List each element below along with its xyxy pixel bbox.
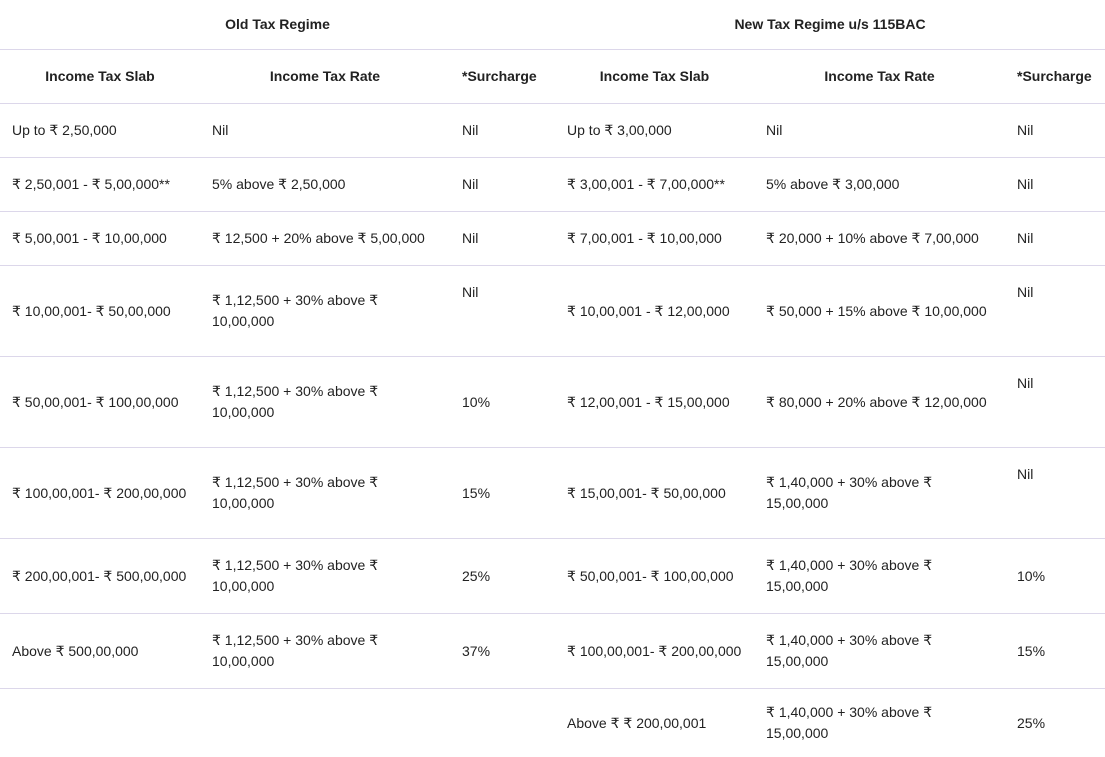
old-slab-cell: ₹ 5,00,001 - ₹ 10,00,000 [0,212,200,266]
new-slab-cell: ₹ 15,00,001- ₹ 50,00,000 [555,448,754,539]
new-slab-header: Income Tax Slab [555,50,754,104]
table-row [0,266,1105,357]
new-slab-cell: ₹ 12,00,001 - ₹ 15,00,000 [555,357,754,448]
new-surcharge-cell: Nil [1005,357,1105,448]
old-slab-cell: ₹ 50,00,001- ₹ 100,00,000 [0,357,200,448]
table-row [0,689,1105,757]
old-surcharge-header: *Surcharge [450,50,555,104]
old-rate-cell: ₹ 1,12,500 + 30% above ₹ 10,00,000 [200,448,450,539]
old-rate-cell: ₹ 12,500 + 20% above ₹ 5,00,000 [200,212,450,266]
old-rate-cell: ₹ 1,12,500 + 30% above ₹ 10,00,000 [200,539,450,614]
table-row [0,357,1105,448]
old-surcharge-cell: 10% [450,357,555,448]
old-rate-cell: ₹ 1,12,500 + 30% above ₹ 10,00,000 [200,614,450,689]
old-slab-cell: ₹ 100,00,001- ₹ 200,00,000 [0,448,200,539]
old-rate-cell: Nil [200,104,450,158]
old-slab-cell: ₹ 2,50,001 - ₹ 5,00,000** [0,158,200,212]
old-surcharge-cell: 15% [450,448,555,539]
old-surcharge-cell [450,689,555,757]
new-surcharge-cell: Nil [1005,212,1105,266]
new-surcharge-header: *Surcharge [1005,50,1105,104]
table-row [0,448,1105,539]
new-slab-cell: Above ₹ ₹ 200,00,001 [555,689,754,757]
old-rate-header: Income Tax Rate [200,50,450,104]
column-header-row [0,50,1105,104]
old-surcharge-cell: Nil [450,104,555,158]
old-surcharge-cell: Nil [450,212,555,266]
old-slab-cell: Above ₹ 500,00,000 [0,614,200,689]
new-rate-cell: ₹ 50,000 + 15% above ₹ 10,00,000 [754,266,1005,357]
old-slab-cell [0,689,200,757]
new-rate-cell: ₹ 1,40,000 + 30% above ₹ 15,00,000 [754,448,1005,539]
new-rate-cell: ₹ 1,40,000 + 30% above ₹ 15,00,000 [754,689,1005,757]
old-slab-cell: ₹ 10,00,001- ₹ 50,00,000 [0,266,200,357]
old-slab-header: Income Tax Slab [0,50,200,104]
new-rate-header: Income Tax Rate [754,50,1005,104]
old-rate-cell [200,689,450,757]
old-regime-title: Old Tax Regime [0,0,555,50]
new-slab-cell: ₹ 10,00,001 - ₹ 12,00,000 [555,266,754,357]
new-slab-cell: ₹ 7,00,001 - ₹ 10,00,000 [555,212,754,266]
new-rate-cell: 5% above ₹ 3,00,000 [754,158,1005,212]
new-surcharge-cell: Nil [1005,266,1105,357]
old-surcharge-cell: Nil [450,266,555,357]
new-surcharge-cell: Nil [1005,104,1105,158]
old-slab-cell: ₹ 200,00,001- ₹ 500,00,000 [0,539,200,614]
new-surcharge-cell: Nil [1005,448,1105,539]
old-rate-cell: ₹ 1,12,500 + 30% above ₹ 10,00,000 [200,266,450,357]
old-surcharge-cell: 25% [450,539,555,614]
new-rate-cell: ₹ 1,40,000 + 30% above ₹ 15,00,000 [754,614,1005,689]
new-surcharge-cell: Nil [1005,158,1105,212]
new-regime-title: New Tax Regime u/s 115BAC [555,0,1105,50]
new-surcharge-cell: 15% [1005,614,1105,689]
new-slab-cell: ₹ 100,00,001- ₹ 200,00,000 [555,614,754,689]
new-slab-cell: ₹ 3,00,001 - ₹ 7,00,000** [555,158,754,212]
new-slab-cell: Up to ₹ 3,00,000 [555,104,754,158]
old-slab-cell: Up to ₹ 2,50,000 [0,104,200,158]
old-rate-cell: ₹ 1,12,500 + 30% above ₹ 10,00,000 [200,357,450,448]
table-row [0,158,1105,212]
new-rate-cell: ₹ 20,000 + 10% above ₹ 7,00,000 [754,212,1005,266]
new-surcharge-cell: 10% [1005,539,1105,614]
regime-header-row [0,0,1105,50]
new-surcharge-cell: 25% [1005,689,1105,757]
table-row [0,614,1105,689]
old-surcharge-cell: Nil [450,158,555,212]
table-row [0,104,1105,158]
old-rate-cell: 5% above ₹ 2,50,000 [200,158,450,212]
old-surcharge-cell: 37% [450,614,555,689]
new-rate-cell: Nil [754,104,1005,158]
new-rate-cell: ₹ 80,000 + 20% above ₹ 12,00,000 [754,357,1005,448]
table-row [0,212,1105,266]
new-rate-cell: ₹ 1,40,000 + 30% above ₹ 15,00,000 [754,539,1005,614]
table-row [0,539,1105,614]
new-slab-cell: ₹ 50,00,001- ₹ 100,00,000 [555,539,754,614]
